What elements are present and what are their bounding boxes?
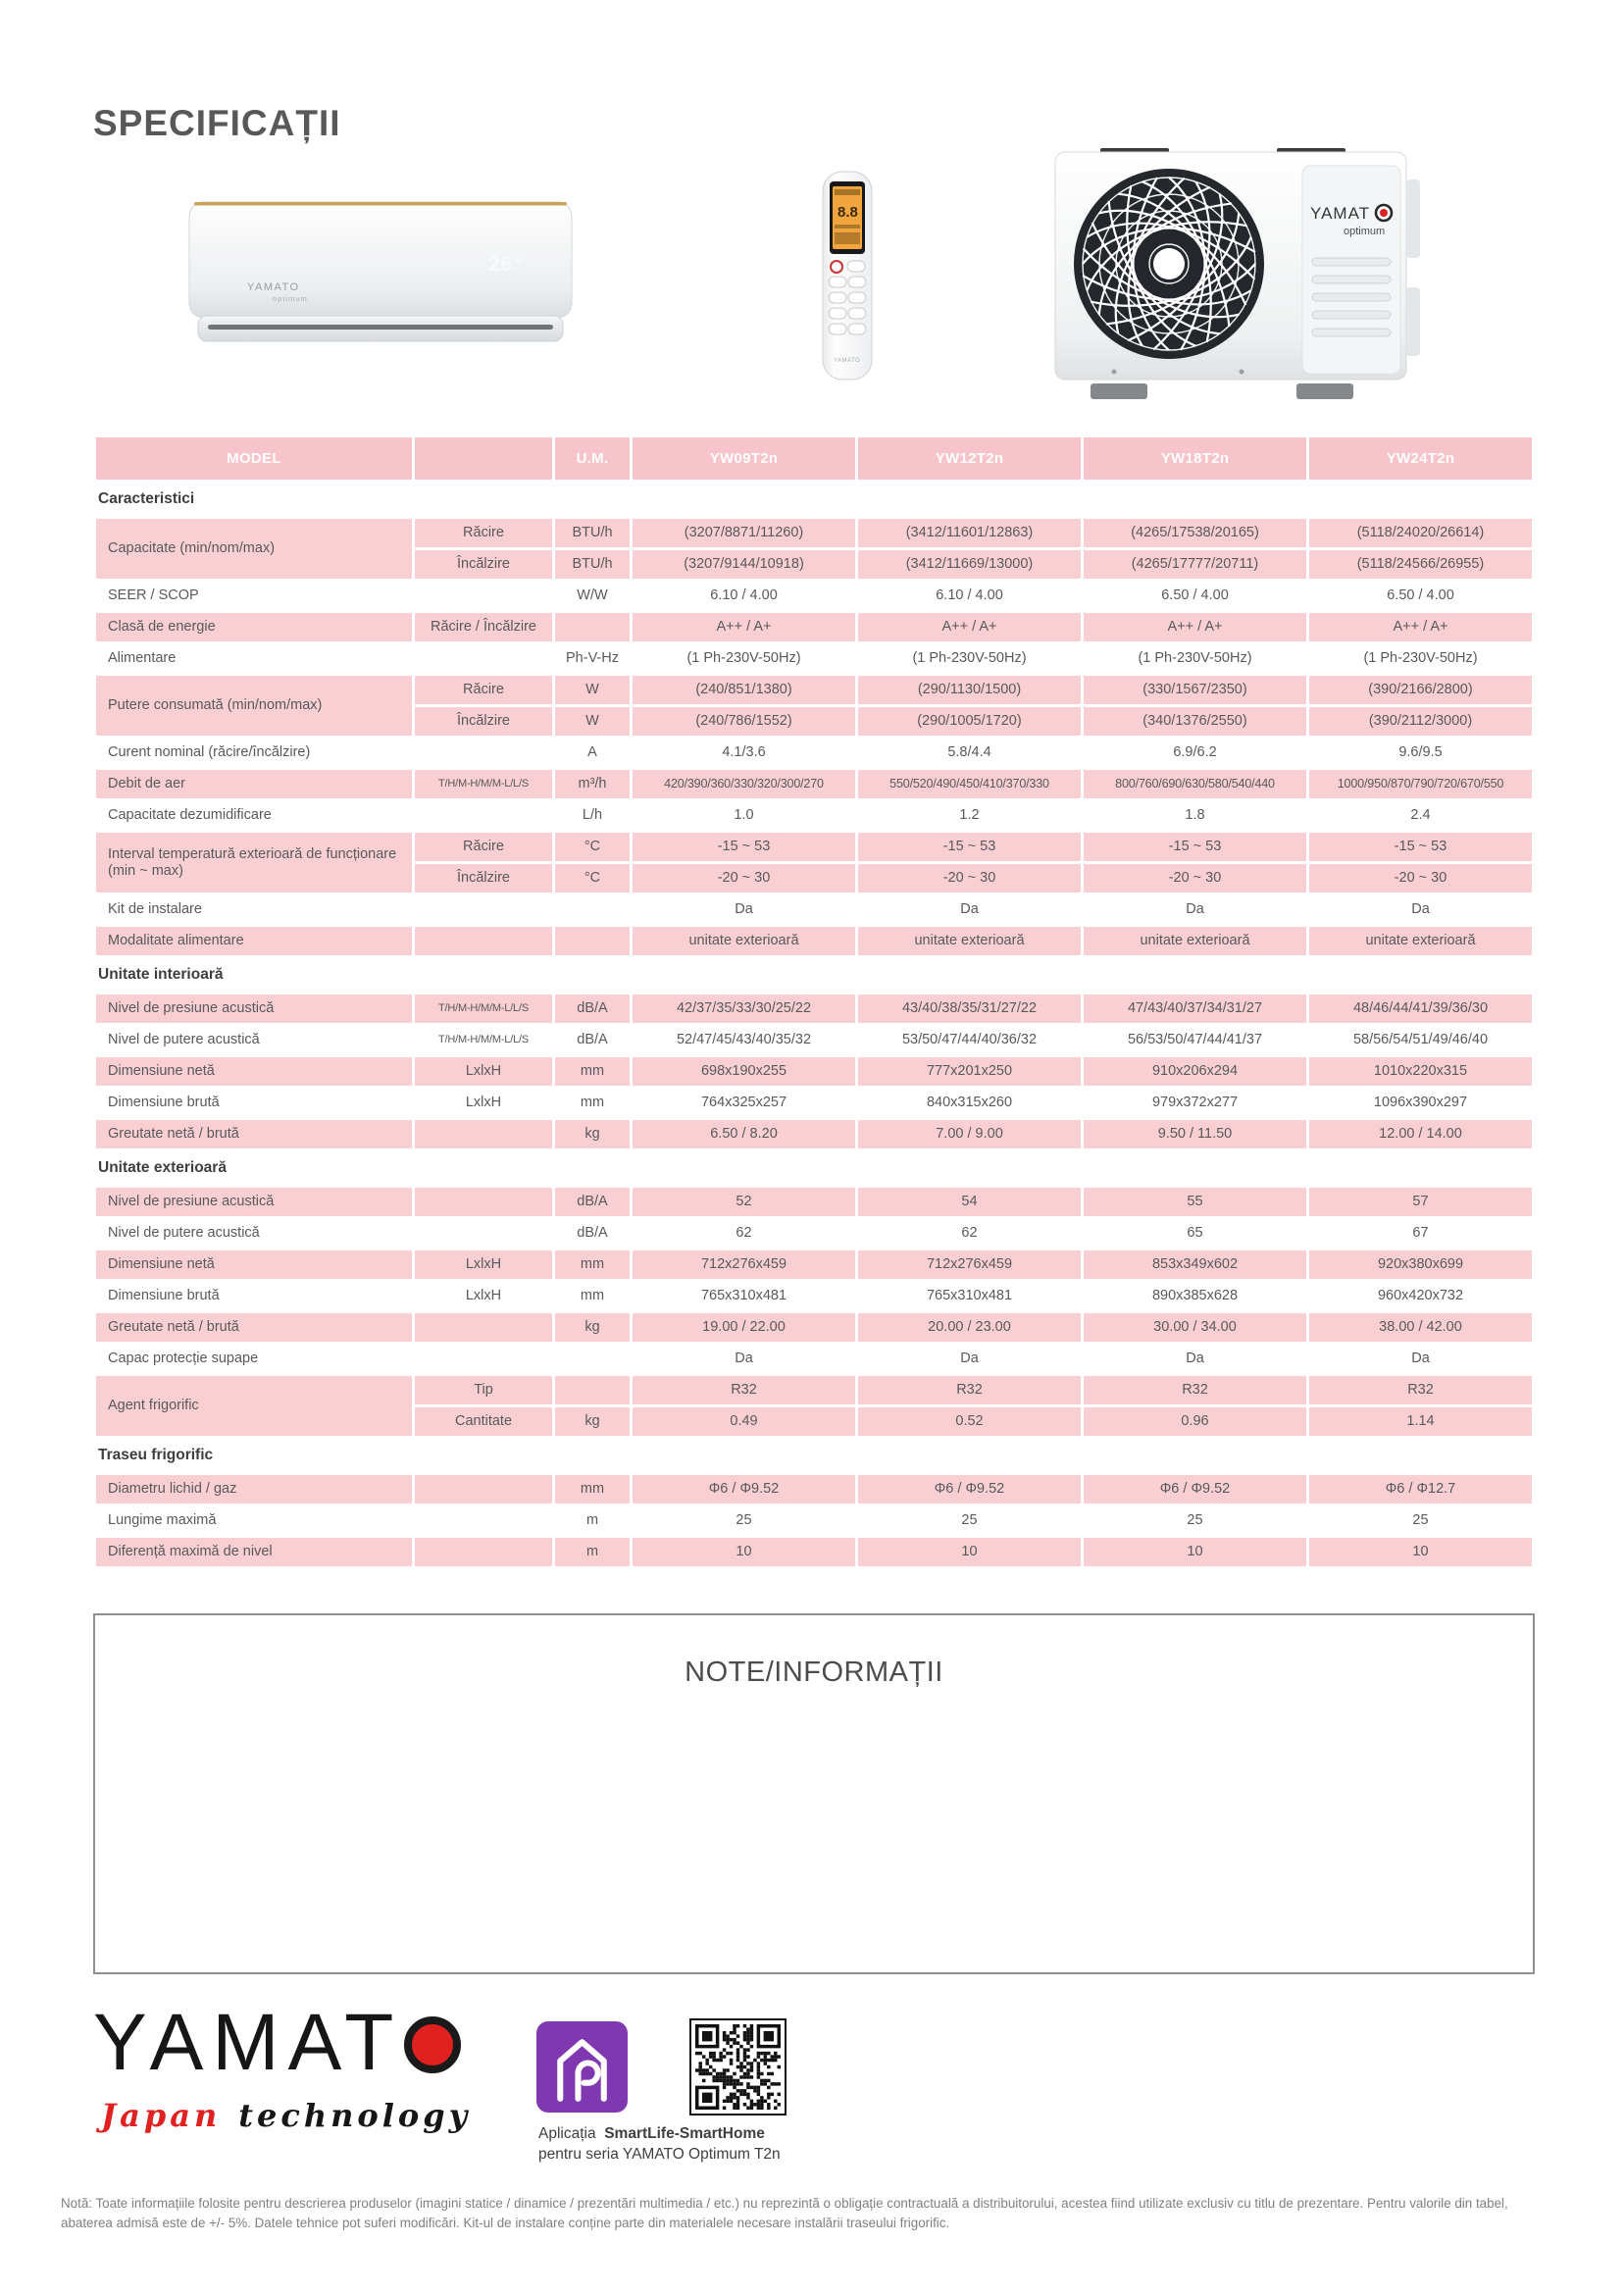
page-title: SPECIFICAȚII: [93, 103, 341, 143]
spec-row: [96, 613, 1532, 641]
value-cell: 765x310x481: [633, 1282, 855, 1310]
value-cell: 6.50 / 4.00: [1309, 582, 1532, 610]
row-unit-cell: mm: [555, 1089, 630, 1117]
row-unit-cell: °C: [555, 864, 630, 892]
header-blank: [415, 437, 552, 480]
row-sublabel-cell: Răcire: [415, 676, 552, 704]
value-cell: 0.96: [1084, 1407, 1306, 1436]
value-cell: -20 ~ 30: [1084, 864, 1306, 892]
row-unit-cell: °C: [555, 833, 630, 861]
brand-tagline: Japan technology: [101, 2097, 472, 2134]
header-model-3: YW18T2n: [1084, 437, 1306, 480]
row-sublabel-cell: [415, 582, 552, 610]
value-cell: 800/760/690/630/580/540/440: [1084, 770, 1306, 798]
value-cell: (340/1376/2550): [1084, 707, 1306, 736]
row-unit-cell: [555, 927, 630, 955]
temperature-display: 26°: [488, 253, 523, 276]
value-cell: (4265/17538/20165): [1084, 519, 1306, 547]
value-cell: 43/40/38/35/31/27/22: [858, 994, 1081, 1023]
value-cell: 57: [1309, 1188, 1532, 1216]
spec-row: [96, 1057, 1532, 1086]
app-caption: Aplicația SmartLife-SmartHome pentru seria YAMATO Optimum T2n: [538, 2125, 781, 2163]
row-unit-cell: kg: [555, 1407, 630, 1436]
value-cell: A++ / A+: [633, 613, 855, 641]
row-sublabel-cell: Încălzire: [415, 707, 552, 736]
row-sublabel-cell: [415, 644, 552, 673]
value-cell: 920x380x699: [1309, 1250, 1532, 1279]
row-label-cell: Agent frigorific: [96, 1376, 412, 1436]
row-label-cell: Capac protecție supape: [96, 1345, 412, 1373]
value-cell: Da: [1309, 1345, 1532, 1373]
value-cell: Da: [858, 895, 1081, 924]
value-cell: A++ / A+: [858, 613, 1081, 641]
value-cell: 1.8: [1084, 801, 1306, 830]
spec-row: [96, 1345, 1532, 1373]
value-cell: unitate exterioară: [1309, 927, 1532, 955]
row-sublabel-cell: [415, 801, 552, 830]
value-cell: -20 ~ 30: [633, 864, 855, 892]
value-cell: (1 Ph-230V-50Hz): [1309, 644, 1532, 673]
value-cell: 52: [633, 1188, 855, 1216]
value-cell: 30.00 / 34.00: [1084, 1313, 1306, 1342]
value-cell: (3207/9144/10918): [633, 550, 855, 579]
value-cell: 2.4: [1309, 801, 1532, 830]
row-sublabel-cell: Încălzire: [415, 550, 552, 579]
value-cell: 910x206x294: [1084, 1057, 1306, 1086]
spec-row: [96, 1026, 1532, 1054]
value-cell: 1.2: [858, 801, 1081, 830]
row-label-cell: Nivel de putere acustică: [96, 1026, 412, 1054]
row-unit-cell: mm: [555, 1475, 630, 1504]
value-cell: 764x325x257: [633, 1089, 855, 1117]
row-label-cell: SEER / SCOP: [96, 582, 412, 610]
value-cell: Φ6 / Φ12.7: [1309, 1475, 1532, 1504]
spec-row: [96, 1475, 1532, 1504]
spec-row: [96, 1376, 1532, 1404]
header-model: MODEL: [96, 437, 412, 480]
row-sublabel-cell: LxlxH: [415, 1089, 552, 1117]
outdoor-brand-text: YAMAT: [1310, 204, 1371, 223]
spec-row: [96, 1538, 1532, 1566]
row-unit-cell: [555, 613, 630, 641]
value-cell: -20 ~ 30: [858, 864, 1081, 892]
spec-row: [96, 801, 1532, 830]
row-sublabel-cell: [415, 1506, 552, 1535]
row-sublabel-cell: [415, 1345, 552, 1373]
value-cell: 712x276x459: [633, 1250, 855, 1279]
row-label-cell: Greutate netă / brută: [96, 1313, 412, 1342]
value-cell: 25: [858, 1506, 1081, 1535]
row-sublabel-cell: T/H/M-H/M/M-L/L/S: [415, 770, 552, 798]
value-cell: 65: [1084, 1219, 1306, 1248]
value-cell: 777x201x250: [858, 1057, 1081, 1086]
value-cell: (390/2112/3000): [1309, 707, 1532, 736]
value-cell: 6.50 / 8.20: [633, 1120, 855, 1148]
note-box: [93, 1613, 1535, 1974]
spec-row: [96, 1188, 1532, 1216]
row-unit-cell: L/h: [555, 801, 630, 830]
value-cell: -15 ~ 53: [858, 833, 1081, 861]
value-cell: (3207/8871/11260): [633, 519, 855, 547]
header-model-2: YW12T2n: [858, 437, 1081, 480]
row-sublabel-cell: LxlxH: [415, 1057, 552, 1086]
value-cell: Da: [633, 895, 855, 924]
value-cell: 890x385x628: [1084, 1282, 1306, 1310]
row-unit-cell: mm: [555, 1057, 630, 1086]
value-cell: (4265/17777/20711): [1084, 550, 1306, 579]
value-cell: (1 Ph-230V-50Hz): [1084, 644, 1306, 673]
row-label-cell: Nivel de presiune acustică: [96, 994, 412, 1023]
row-label-cell: Diferență maximă de nivel: [96, 1538, 412, 1566]
row-sublabel-cell: T/H/M-H/M/M-L/L/S: [415, 994, 552, 1023]
value-cell: 1.14: [1309, 1407, 1532, 1436]
row-sublabel-cell: [415, 1188, 552, 1216]
value-cell: (330/1567/2350): [1084, 676, 1306, 704]
header-um: U.M.: [555, 437, 630, 480]
value-cell: 53/50/47/44/40/36/32: [858, 1026, 1081, 1054]
row-unit-cell: m³/h: [555, 770, 630, 798]
svg-text:optimum: optimum: [1344, 226, 1386, 237]
row-sublabel-cell: Cantitate: [415, 1407, 552, 1436]
spec-table-body: [96, 483, 1532, 1566]
value-cell: 10: [1309, 1538, 1532, 1566]
value-cell: 25: [1309, 1506, 1532, 1535]
row-unit-cell: W: [555, 707, 630, 736]
spec-row: [96, 644, 1532, 673]
value-cell: 712x276x459: [858, 1250, 1081, 1279]
value-cell: unitate exterioară: [858, 927, 1081, 955]
value-cell: unitate exterioară: [1084, 927, 1306, 955]
value-cell: R32: [1309, 1376, 1532, 1404]
spec-row: [96, 1282, 1532, 1310]
value-cell: 20.00 / 23.00: [858, 1313, 1081, 1342]
value-cell: 47/43/40/37/34/31/27: [1084, 994, 1306, 1023]
value-cell: 853x349x602: [1084, 1250, 1306, 1279]
value-cell: 1096x390x297: [1309, 1089, 1532, 1117]
value-cell: 62: [633, 1219, 855, 1248]
row-unit-cell: kg: [555, 1120, 630, 1148]
row-label-cell: Clasă de energie: [96, 613, 412, 641]
value-cell: (5118/24566/26955): [1309, 550, 1532, 579]
row-sublabel-cell: [415, 895, 552, 924]
value-cell: 960x420x732: [1309, 1282, 1532, 1310]
value-cell: (290/1130/1500): [858, 676, 1081, 704]
value-cell: R32: [858, 1376, 1081, 1404]
air-vent-slot: [208, 325, 553, 330]
spec-row: [96, 1219, 1532, 1248]
row-unit-cell: [555, 895, 630, 924]
row-unit-cell: kg: [555, 1313, 630, 1342]
row-sublabel-cell: [415, 1313, 552, 1342]
value-cell: 52/47/45/43/40/35/32: [633, 1026, 855, 1054]
row-unit-cell: dB/A: [555, 1219, 630, 1248]
row-label-cell: Capacitate dezumidificare: [96, 801, 412, 830]
spec-row: [96, 1506, 1532, 1535]
value-cell: Da: [633, 1345, 855, 1373]
row-unit-cell: dB/A: [555, 1026, 630, 1054]
value-cell: (240/786/1552): [633, 707, 855, 736]
indoor-unit-image: [186, 194, 577, 356]
row-label-cell: Debit de aer: [96, 770, 412, 798]
unit-foot: [1091, 383, 1147, 399]
value-cell: R32: [1084, 1376, 1306, 1404]
spec-table: [93, 434, 1535, 1569]
value-cell: 1010x220x315: [1309, 1057, 1532, 1086]
section-label: Caracteristici: [96, 483, 1532, 516]
brand-logo: [93, 1998, 472, 2134]
unit-foot: [1296, 383, 1353, 399]
value-cell: 840x315x260: [858, 1089, 1081, 1117]
row-unit-cell: dB/A: [555, 994, 630, 1023]
row-label-cell: Dimensiune brută: [96, 1282, 412, 1310]
value-cell: 6.10 / 4.00: [858, 582, 1081, 610]
remote-display-value: 8.8: [837, 204, 858, 221]
row-label-cell: Modalitate alimentare: [96, 927, 412, 955]
table-header-row: [96, 437, 1532, 480]
row-label-cell: Lungime maximă: [96, 1506, 412, 1535]
row-unit-cell: A: [555, 739, 630, 767]
row-unit-cell: W/W: [555, 582, 630, 610]
brand-logo-o-icon: [404, 2016, 461, 2073]
spec-row: [96, 1250, 1532, 1279]
value-cell: (3412/11601/12863): [858, 519, 1081, 547]
row-label-cell: Interval temperatură exterioară de funcționare (min ~ max): [96, 833, 412, 892]
value-cell: 6.9/6.2: [1084, 739, 1306, 767]
value-cell: 58/56/54/51/49/46/40: [1309, 1026, 1532, 1054]
spec-row: [96, 770, 1532, 798]
row-unit-cell: mm: [555, 1282, 630, 1310]
value-cell: 10: [1084, 1538, 1306, 1566]
spec-row: [96, 1313, 1532, 1342]
row-label-cell: Dimensiune brută: [96, 1089, 412, 1117]
indoor-brand-text: YAMATO: [247, 281, 300, 293]
value-cell: 0.52: [858, 1407, 1081, 1436]
value-cell: Da: [1084, 1345, 1306, 1373]
value-cell: Φ6 / Φ9.52: [1084, 1475, 1306, 1504]
value-cell: Da: [858, 1345, 1081, 1373]
value-cell: 10: [633, 1538, 855, 1566]
value-cell: (1 Ph-230V-50Hz): [633, 644, 855, 673]
note-box-title: NOTE/INFORMAȚII: [685, 1657, 943, 1688]
value-cell: 0.49: [633, 1407, 855, 1436]
row-label-cell: Nivel de putere acustică: [96, 1219, 412, 1248]
value-cell: -15 ~ 53: [1309, 833, 1532, 861]
row-sublabel-cell: Tip: [415, 1376, 552, 1404]
row-unit-cell: mm: [555, 1250, 630, 1279]
value-cell: -20 ~ 30: [1309, 864, 1532, 892]
row-label-cell: Dimensiune netă: [96, 1250, 412, 1279]
value-cell: 420/390/360/330/320/300/270: [633, 770, 855, 798]
value-cell: 765x310x481: [858, 1282, 1081, 1310]
value-cell: Da: [1084, 895, 1306, 924]
value-cell: 25: [1084, 1506, 1306, 1535]
value-cell: 4.1/3.6: [633, 739, 855, 767]
house-icon: [536, 2021, 628, 2113]
value-cell: 62: [858, 1219, 1081, 1248]
value-cell: 698x190x255: [633, 1057, 855, 1086]
smartlife-app-icon: [536, 2021, 628, 2113]
value-cell: 7.00 / 9.00: [858, 1120, 1081, 1148]
spec-row: [96, 927, 1532, 955]
row-sublabel-cell: T/H/M-H/M/M-L/L/S: [415, 1026, 552, 1054]
value-cell: (240/851/1380): [633, 676, 855, 704]
value-cell: A++ / A+: [1309, 613, 1532, 641]
spec-row: [96, 895, 1532, 924]
value-cell: 10: [858, 1538, 1081, 1566]
section-row: [96, 1439, 1532, 1472]
row-unit-cell: m: [555, 1506, 630, 1535]
value-cell: A++ / A+: [1084, 613, 1306, 641]
qr-code: [689, 2018, 787, 2116]
row-unit-cell: [555, 1345, 630, 1373]
row-label-cell: Putere consumată (min/nom/max): [96, 676, 412, 736]
value-cell: R32: [633, 1376, 855, 1404]
row-sublabel-cell: LxlxH: [415, 1282, 552, 1310]
row-label-cell: Nivel de presiune acustică: [96, 1188, 412, 1216]
row-sublabel-cell: [415, 1120, 552, 1148]
value-cell: 9.50 / 11.50: [1084, 1120, 1306, 1148]
value-cell: 67: [1309, 1219, 1532, 1248]
value-cell: 56/53/50/47/44/41/37: [1084, 1026, 1306, 1054]
row-label-cell: Capacitate (min/nom/max): [96, 519, 412, 579]
section-label: Unitate exterioară: [96, 1151, 1532, 1185]
row-label-cell: Diametru lichid / gaz: [96, 1475, 412, 1504]
value-cell: (5118/24020/26614): [1309, 519, 1532, 547]
row-sublabel-cell: [415, 1475, 552, 1504]
value-cell: 5.8/4.4: [858, 739, 1081, 767]
value-cell: 48/46/44/41/39/36/30: [1309, 994, 1532, 1023]
row-label-cell: Alimentare: [96, 644, 412, 673]
row-unit-cell: dB/A: [555, 1188, 630, 1216]
value-cell: (1 Ph-230V-50Hz): [858, 644, 1081, 673]
brand-logo-text: YAMAT: [93, 1998, 403, 2087]
value-cell: 9.6/9.5: [1309, 739, 1532, 767]
row-unit-cell: BTU/h: [555, 519, 630, 547]
value-cell: Da: [1309, 895, 1532, 924]
spec-row: [96, 833, 1532, 861]
value-cell: (290/1005/1720): [858, 707, 1081, 736]
section-row: [96, 483, 1532, 516]
value-cell: -15 ~ 53: [633, 833, 855, 861]
value-cell: unitate exterioară: [633, 927, 855, 955]
spec-row: [96, 1120, 1532, 1148]
spec-row: [96, 582, 1532, 610]
value-cell: Φ6 / Φ9.52: [633, 1475, 855, 1504]
header-model-4: YW24T2n: [1309, 437, 1532, 480]
value-cell: 979x372x277: [1084, 1089, 1306, 1117]
row-sublabel-cell: Răcire / Încălzire: [415, 613, 552, 641]
section-row: [96, 958, 1532, 992]
power-button: [831, 261, 842, 273]
spec-row: [96, 994, 1532, 1023]
row-sublabel-cell: Răcire: [415, 833, 552, 861]
section-label: Unitate interioară: [96, 958, 1532, 992]
row-sublabel-cell: [415, 1219, 552, 1248]
row-unit-cell: W: [555, 676, 630, 704]
row-sublabel-cell: [415, 927, 552, 955]
footnote: Notă: Toate informațiile folosite pentru descrierea produselor (imagini statice / dinamice / prezentări multimedia / etc.) nu reprezintă o obligație contractuală a distribuitorului, acestea fiind utilizate exclusiv cu titlu de prezentare. Pentru valorile din tabel, abaterea admisă este de +/- 5%. Datele tehnice pot suferi modificări. Kit-ul de instalare conține parte din materialele necesare instalării traseului frigorific.: [61, 2196, 1508, 2230]
value-cell: -15 ~ 53: [1084, 833, 1306, 861]
svg-text:optimum: optimum: [273, 294, 308, 303]
row-unit-cell: [555, 1376, 630, 1404]
value-cell: 55: [1084, 1188, 1306, 1216]
row-unit-cell: BTU/h: [555, 550, 630, 579]
row-sublabel-cell: [415, 1538, 552, 1566]
value-cell: 54: [858, 1188, 1081, 1216]
row-label-cell: Curent nominal (răcire/încălzire): [96, 739, 412, 767]
section-label: Traseu frigorific: [96, 1439, 1532, 1472]
remote-control-image: [820, 170, 875, 382]
value-cell: 12.00 / 14.00: [1309, 1120, 1532, 1148]
row-sublabel-cell: Răcire: [415, 519, 552, 547]
remote-brand-text: YAMATO: [834, 358, 861, 364]
value-cell: 42/37/35/33/30/25/22: [633, 994, 855, 1023]
row-label-cell: Kit de instalare: [96, 895, 412, 924]
value-cell: 38.00 / 42.00: [1309, 1313, 1532, 1342]
row-label-cell: Dimensiune netă: [96, 1057, 412, 1086]
value-cell: (390/2166/2800): [1309, 676, 1532, 704]
value-cell: (3412/11669/13000): [858, 550, 1081, 579]
row-sublabel-cell: Încălzire: [415, 864, 552, 892]
value-cell: 550/520/490/450/410/370/330: [858, 770, 1081, 798]
row-sublabel-cell: LxlxH: [415, 1250, 552, 1279]
row-label-cell: Greutate netă / brută: [96, 1120, 412, 1148]
value-cell: 19.00 / 22.00: [633, 1313, 855, 1342]
header-model-1: YW09T2n: [633, 437, 855, 480]
value-cell: 1000/950/870/790/720/670/550: [1309, 770, 1532, 798]
value-cell: Φ6 / Φ9.52: [858, 1475, 1081, 1504]
row-unit-cell: m: [555, 1538, 630, 1566]
value-cell: 25: [633, 1506, 855, 1535]
value-cell: 6.10 / 4.00: [633, 582, 855, 610]
spec-row: [96, 739, 1532, 767]
value-cell: 6.50 / 4.00: [1084, 582, 1306, 610]
spec-row: [96, 1089, 1532, 1117]
row-unit-cell: Ph-V-Hz: [555, 644, 630, 673]
section-row: [96, 1151, 1532, 1185]
gold-trim-line: [194, 202, 567, 206]
value-cell: 1.0: [633, 801, 855, 830]
spec-row: [96, 519, 1532, 547]
spec-row: [96, 676, 1532, 704]
outdoor-unit-image: [1049, 140, 1424, 411]
row-sublabel-cell: [415, 739, 552, 767]
